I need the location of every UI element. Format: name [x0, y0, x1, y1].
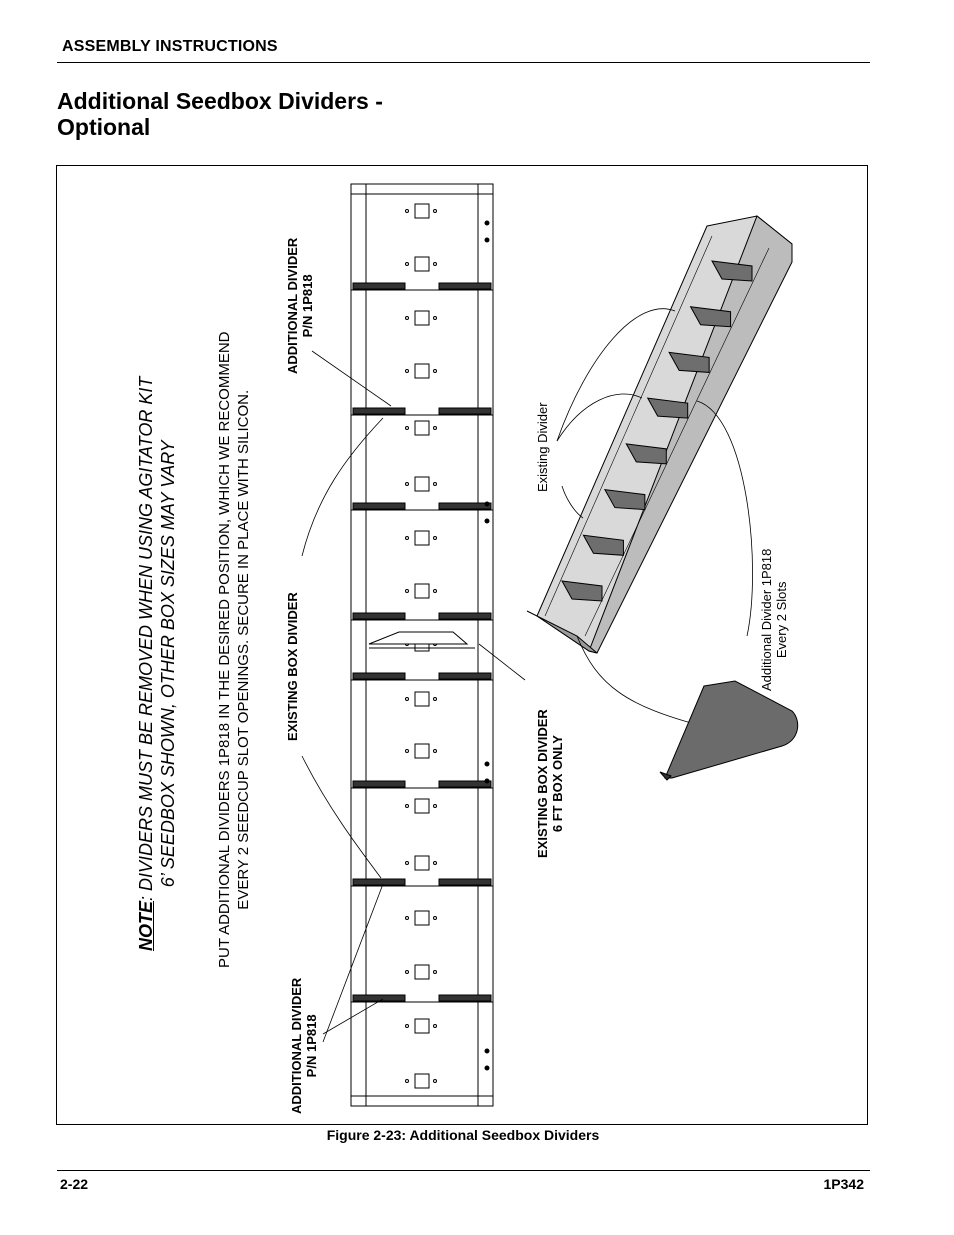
- note-line-1: : DIVIDERS MUST BE REMOVED WHEN USING AGITATOR KIT: [136, 376, 156, 901]
- divider-bar: [439, 283, 491, 289]
- page-title: [57, 88, 477, 140]
- slot-hole: [406, 1080, 409, 1083]
- slot-hole: [434, 1025, 437, 1028]
- figure-frame: [56, 165, 868, 1125]
- section-header: ASSEMBLY INSTRUCTIONS: [62, 38, 278, 55]
- slot-hole: [434, 698, 437, 701]
- slot-hole: [406, 750, 409, 753]
- figure-caption: Figure 2-23: Additional Seedbox Dividers: [326, 1127, 600, 1143]
- slot-hole: [434, 210, 437, 213]
- seed-slot: [415, 856, 429, 870]
- divider-bar: [439, 408, 491, 414]
- seed-slot: [415, 965, 429, 979]
- divider-bar: [353, 673, 405, 679]
- note-block: [135, 377, 179, 951]
- slot-hole: [406, 805, 409, 808]
- divider-bar: [439, 503, 491, 509]
- label-additional-divider-top: ADDITIONAL DIVIDER P/N 1P818: [285, 237, 315, 374]
- seed-slot: [415, 744, 429, 758]
- note-word: NOTE: [136, 900, 156, 951]
- slot-hole: [406, 427, 409, 430]
- slot-hole: [434, 750, 437, 753]
- slot-hole: [434, 317, 437, 320]
- divider-bar: [439, 673, 491, 679]
- slot-hole: [406, 537, 409, 540]
- page-number: 2-22: [60, 1176, 89, 1192]
- slot-hole: [406, 210, 409, 213]
- seed-slot: [415, 531, 429, 545]
- divider-bar: [439, 879, 491, 885]
- slot-hole: [406, 1025, 409, 1028]
- slot-hole: [434, 370, 437, 373]
- instruction-line-2: EVERY 2 SEEDCUP SLOT OPENINGS. SECURE IN PLACE WITH SILICON.: [235, 389, 252, 910]
- divider-bar: [439, 781, 491, 787]
- footer-rule: [57, 1170, 870, 1171]
- slot-hole: [434, 537, 437, 540]
- page-title-line-1: Additional Seedbox Dividers -: [57, 88, 383, 114]
- slot-hole: [434, 805, 437, 808]
- seed-slot: [415, 311, 429, 325]
- seed-slot: [415, 799, 429, 813]
- slot-hole: [434, 862, 437, 865]
- divider-bar: [353, 879, 405, 885]
- slot-hole: [406, 971, 409, 974]
- label-additional-divider-bottom: ADDITIONAL DIVIDER P/N 1P818: [289, 977, 319, 1114]
- seed-slot: [415, 204, 429, 218]
- seed-slot: [415, 421, 429, 435]
- slot-hole: [406, 698, 409, 701]
- divider-bar: [439, 613, 491, 619]
- seed-slot: [415, 1019, 429, 1033]
- seed-slot: [415, 364, 429, 378]
- divider-bar: [353, 781, 405, 787]
- page-title-line-2: Optional: [57, 114, 151, 140]
- instruction-line-1: PUT ADDITIONAL DIVIDERS 1P818 IN THE DESIRED POSITION, WHICH WE RECOMMEND: [216, 331, 233, 968]
- seed-slot: [415, 692, 429, 706]
- loose-divider-part: [660, 681, 798, 780]
- slot-hole: [434, 590, 437, 593]
- slot-hole: [434, 1080, 437, 1083]
- slot-hole: [406, 263, 409, 266]
- seed-slot: [415, 584, 429, 598]
- seedbox-top-view: [351, 184, 493, 1106]
- divider-bar: [353, 613, 405, 619]
- seed-slot: [415, 1074, 429, 1088]
- slot-hole: [406, 917, 409, 920]
- label-additional-every-2-slots: Additional Divider 1P818 Every 2 Slots: [759, 548, 789, 691]
- instruction-text: [215, 332, 253, 969]
- seed-slot: [415, 477, 429, 491]
- slot-hole: [406, 317, 409, 320]
- slot-hole: [434, 971, 437, 974]
- label-existing-box-divider: EXISTING BOX DIVIDER: [285, 592, 300, 741]
- slot-hole: [434, 917, 437, 920]
- slot-hole: [406, 370, 409, 373]
- divider-bar: [353, 283, 405, 289]
- seed-slot: [415, 911, 429, 925]
- divider-bar: [353, 408, 405, 414]
- document-number: 1P342: [823, 1176, 864, 1192]
- slot-hole: [406, 590, 409, 593]
- slot-hole: [434, 427, 437, 430]
- slot-hole: [434, 483, 437, 486]
- seed-slot: [415, 257, 429, 271]
- label-existing-6ft-divider: EXISTING BOX DIVIDER 6 FT BOX ONLY: [535, 709, 565, 858]
- divider-bar: [353, 503, 405, 509]
- label-existing-divider: Existing Divider: [535, 402, 550, 492]
- divider-bar: [439, 995, 491, 1001]
- header-rule: [57, 62, 870, 63]
- slot-hole: [406, 483, 409, 486]
- slot-hole: [406, 862, 409, 865]
- slot-hole: [434, 263, 437, 266]
- note-line-2: 6’ SEEDBOX SHOWN, OTHER BOX SIZES MAY VARY: [158, 440, 178, 888]
- divider-bar: [353, 995, 405, 1001]
